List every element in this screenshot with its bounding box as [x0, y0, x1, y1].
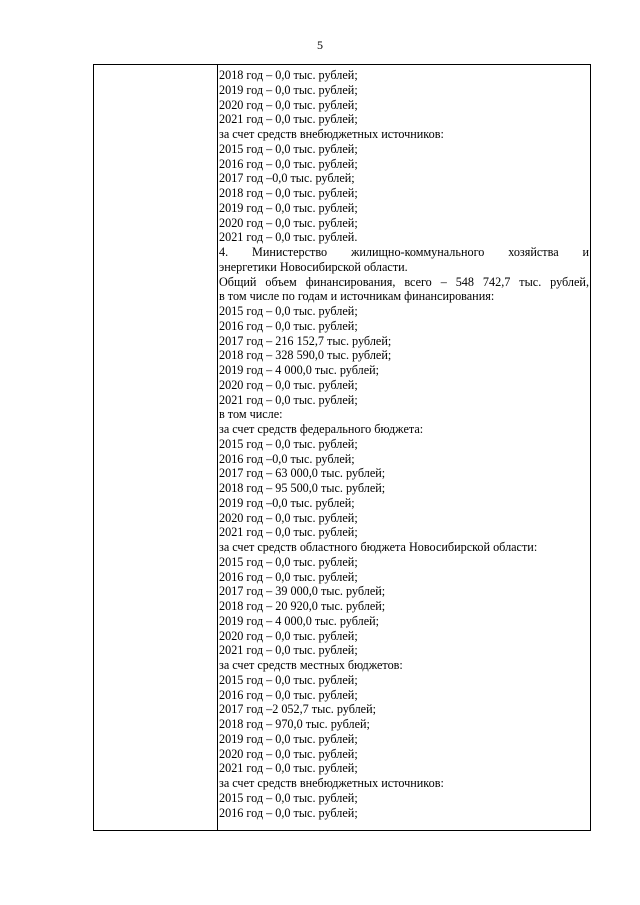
text-line: 2021 год – 0,0 тыс. рублей; [219, 643, 358, 658]
text-line: 2015 год – 0,0 тыс. рублей; [219, 304, 358, 318]
text-line: за счет средств местных бюджетов: [219, 658, 403, 672]
text-line: 2015 год – 0,0 тыс. рублей; [219, 672, 358, 687]
text-line: энергетики Новосибирской области. [219, 259, 408, 274]
text-line: 2017 год – 39 000,0 тыс. рублей; [219, 584, 386, 599]
text-line: в том числе по годам и источникам финансирования: [219, 289, 495, 304]
text-line: 2021 год – 0,0 тыс. рублей. [219, 230, 358, 245]
text-line: 2019 год –0,0 тыс. рублей; [219, 495, 355, 510]
text-line: 2021 год – 0,0 тыс. рублей; [219, 392, 358, 407]
text-line: 2017 год –0,0 тыс. рублей; [219, 171, 355, 186]
text-line: 2016 год – 0,0 тыс. рублей; [219, 318, 358, 333]
text-line: за счет средств федерального бюджета: [219, 422, 424, 436]
text-line: 2020 год – 0,0 тыс. рублей; [219, 377, 358, 392]
text-line: 2016 год – 0,0 тыс. рублей; [219, 569, 358, 584]
funding-table [93, 64, 591, 831]
table-right-cell [219, 68, 589, 820]
text-line: 2019 год – 0,0 тыс. рублей; [219, 200, 358, 215]
text-line: 2020 год – 0,0 тыс. рублей; [219, 628, 358, 643]
text-line: 2018 год – 328 590,0 тыс. рублей; [219, 348, 392, 363]
text-line: 2017 год – 63 000,0 тыс. рублей; [219, 466, 386, 481]
text-line: 2021 год – 0,0 тыс. рублей; [219, 525, 358, 540]
text-line: 2015 год – 0,0 тыс. рублей; [219, 436, 358, 451]
text-line: 2020 год – 0,0 тыс. рублей; [219, 215, 358, 230]
text-line: 2017 год –2 052,7 тыс. рублей; [219, 702, 376, 717]
text-line: 2018 год – 0,0 тыс. рублей; [219, 68, 358, 82]
text-line: 2020 год – 0,0 тыс. рублей; [219, 97, 358, 112]
text-line: Общий объем финансирования, всего – 548 742,7 тыс. рублей, [219, 274, 589, 289]
text-line: 2016 год – 0,0 тыс. рублей; [219, 687, 358, 702]
text-line: 2015 год – 0,0 тыс. рублей; [219, 554, 358, 569]
text-line: 2020 год – 0,0 тыс. рублей; [219, 510, 358, 525]
text-line: 2019 год – 4 000,0 тыс. рублей; [219, 363, 380, 377]
text-line: 2015 год – 0,0 тыс. рублей; [219, 141, 358, 156]
text-line: 2016 год – 0,0 тыс. рублей; [219, 156, 358, 171]
text-line: 2021 год – 0,0 тыс. рублей; [219, 112, 358, 127]
page-number: 5 [317, 38, 323, 52]
text-line: 2018 год – 20 920,0 тыс. рублей; [219, 599, 386, 613]
text-line: за счет средств внебюджетных источников: [219, 776, 444, 790]
text-line: 2020 год – 0,0 тыс. рублей; [219, 746, 358, 761]
text-line: 2018 год – 95 500,0 тыс. рублей; [219, 481, 386, 495]
text-line: за счет средств областного бюджета Новосибирской области: [219, 540, 538, 554]
text-line: 2016 год –0,0 тыс. рублей; [219, 451, 355, 466]
table-left-cell [94, 65, 218, 830]
text-line: 2018 год – 0,0 тыс. рублей; [219, 186, 358, 200]
text-line: 2019 год – 4 000,0 тыс. рублей; [219, 613, 380, 628]
text-line: 2019 год – 0,0 тыс. рублей; [219, 82, 358, 97]
text-line: 2019 год – 0,0 тыс. рублей; [219, 731, 358, 746]
text-line: 2017 год – 216 152,7 тыс. рублей; [219, 333, 392, 348]
text-line: 2018 год – 970,0 тыс. рублей; [219, 717, 370, 731]
text-line: 2021 год – 0,0 тыс. рублей; [219, 761, 358, 776]
text-line: за счет средств внебюджетных источников: [219, 127, 444, 141]
text-line: 2015 год – 0,0 тыс. рублей; [219, 790, 358, 805]
text-line: 2016 год – 0,0 тыс. рублей; [219, 805, 358, 820]
text-line: 4. Министерство жилищно-коммунального хозяйства и [219, 245, 589, 259]
text-line: в том числе: [219, 407, 283, 422]
